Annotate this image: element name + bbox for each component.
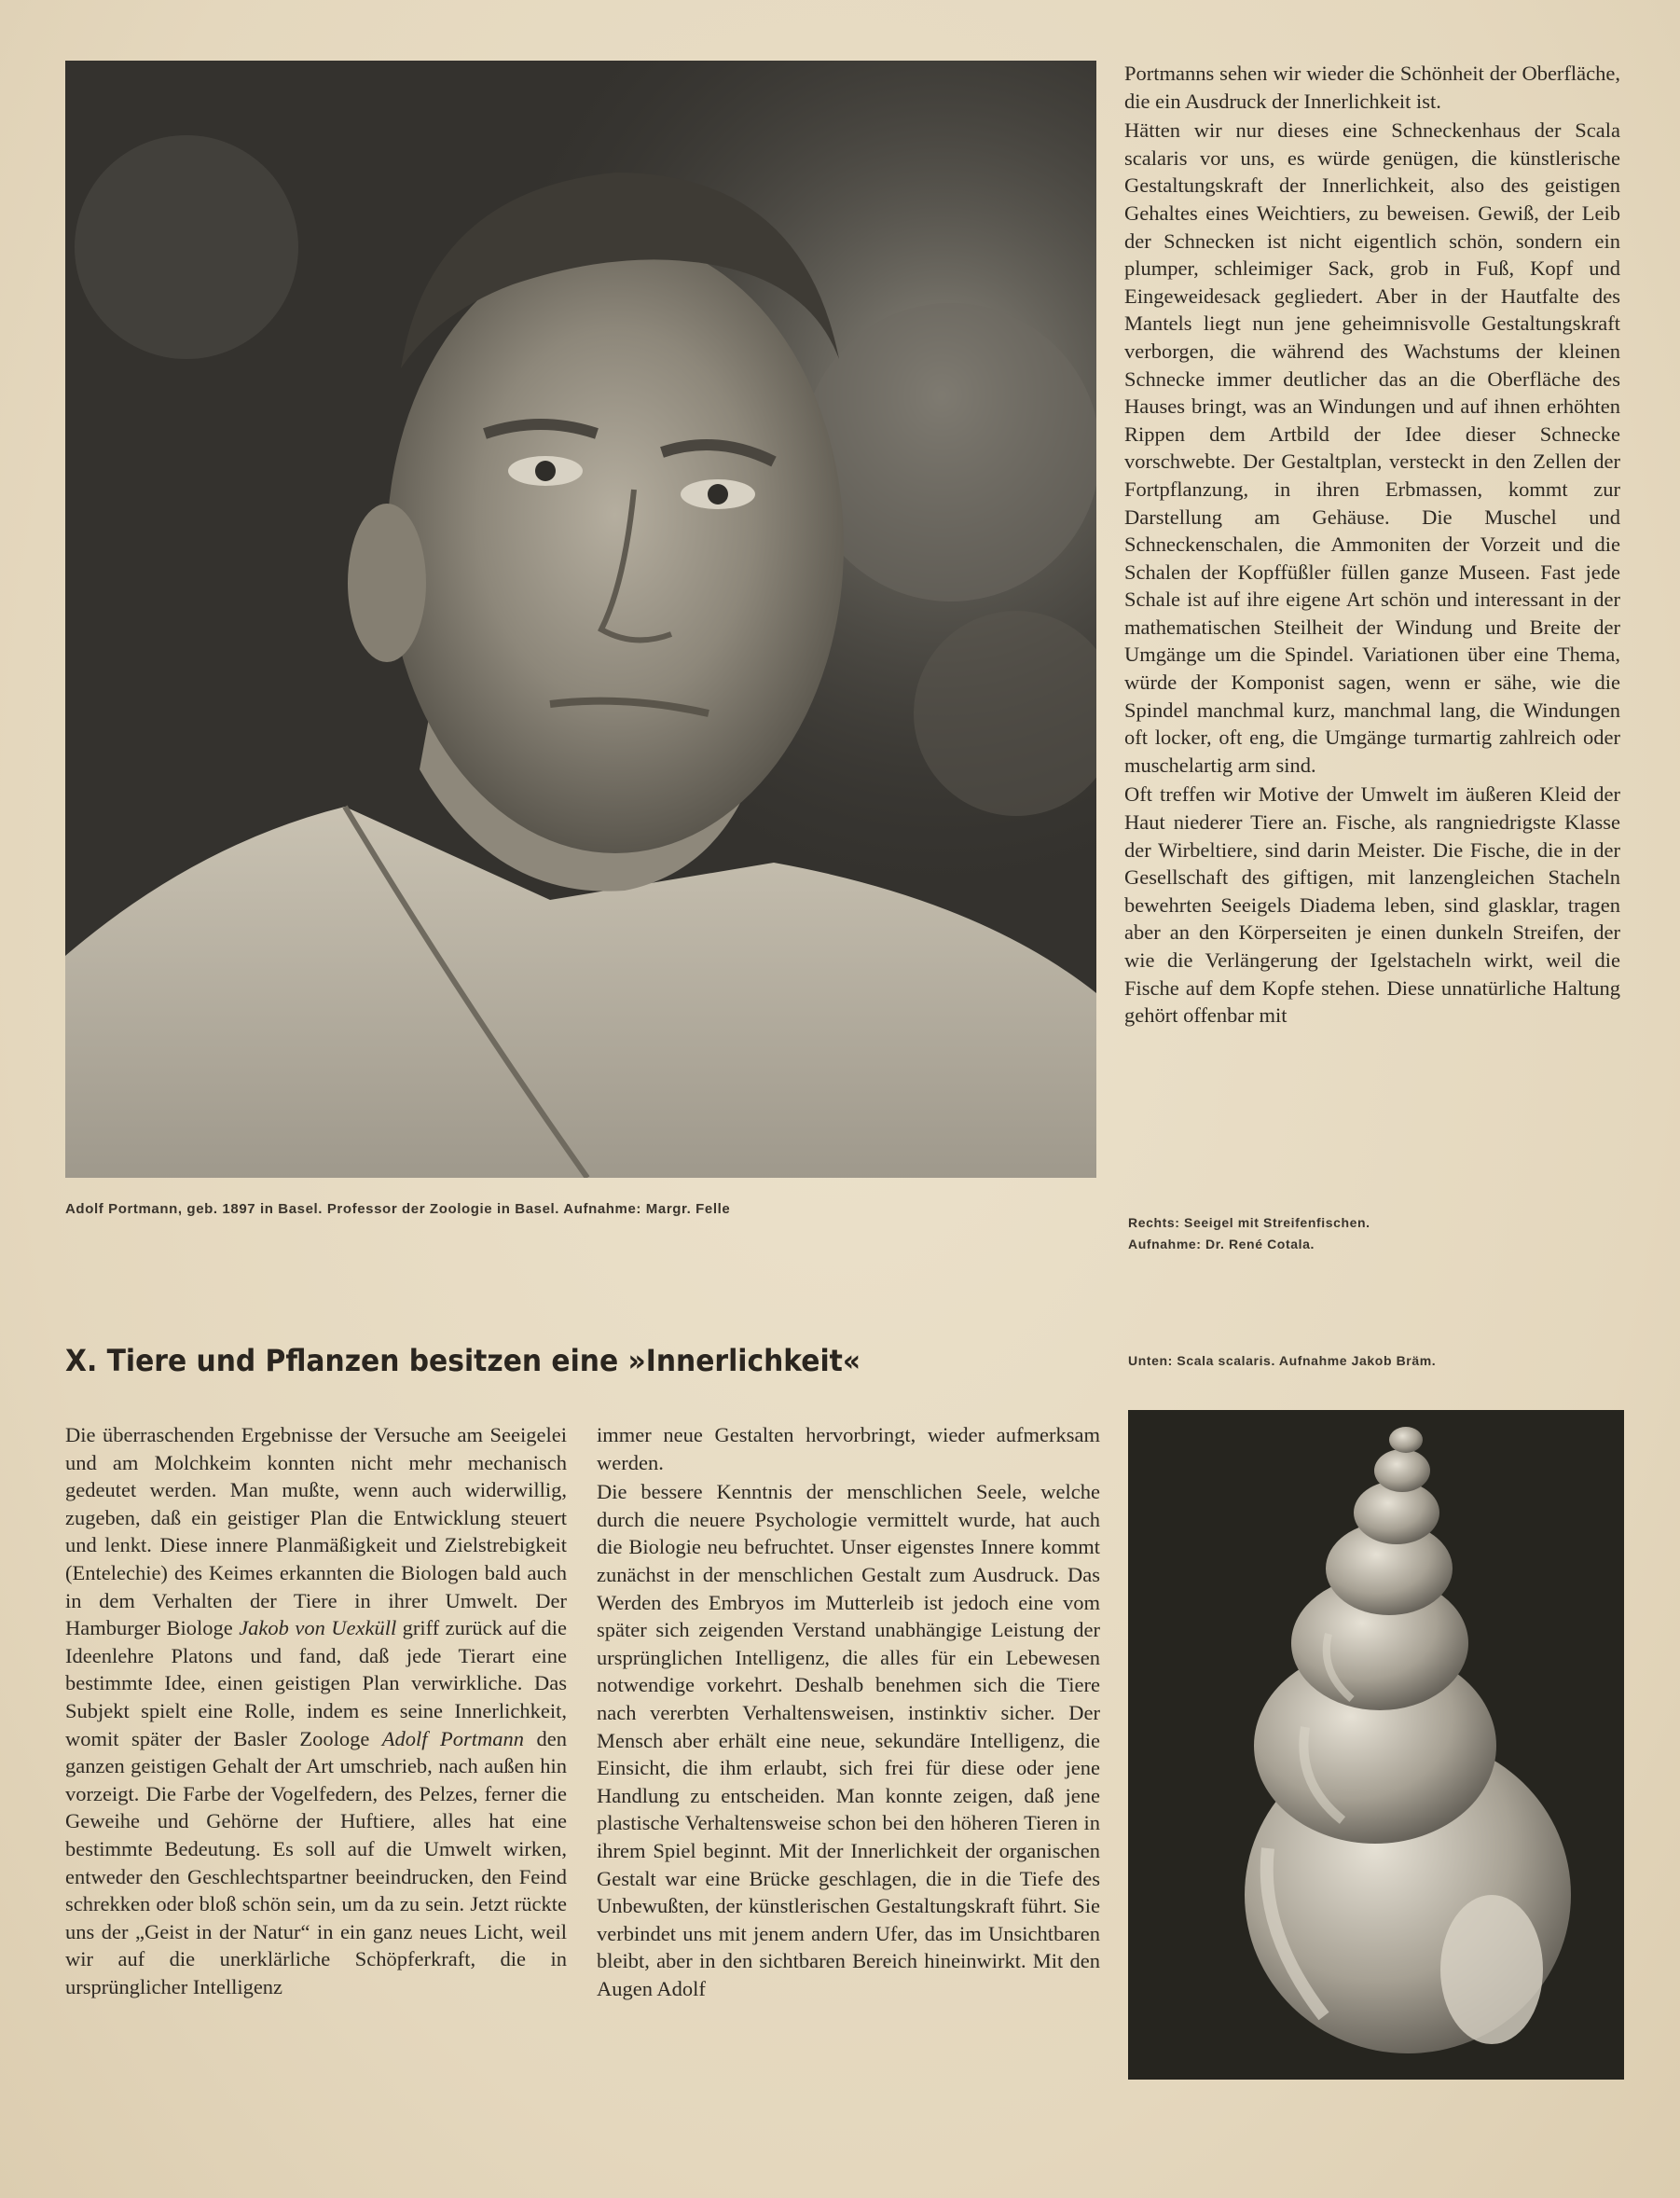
portrait-illustration bbox=[65, 61, 1096, 1178]
right-caption-line2: Aufnahme: Dr. René Cotala. bbox=[1128, 1237, 1315, 1251]
portrait-caption: Adolf Portmann, geb. 1897 in Basel. Professor der Zoologie in Basel. Aufnahme: Margr. Felle bbox=[65, 1201, 731, 1217]
middle-paragraph-2: Die bessere Kenntnis der menschlichen Seele, welche durch die neuere Psychologie vermittelt wurde, hat auch die Biologie neu befruchtet. Unser eigenstes Innere kommt zunächst in der menschlichen Gestalt zum Ausdruck. Das Werden des Embryos im Mutterleib ist jedoch eine vom später sich zeigenden Verstand unabhängige Leistung der ursprünglichen Intelligenz, die alles für ein Lebewesen notwendige vorkehrt. Deshalb benehmen sich die Tiere nach vererbten Verhaltensweisen, instinktiv sicher. Der Mensch aber erhält eine neue, sekundäre Intelligenz, die Einsicht, die ihm erlaubt, sich frei für diese oder jene Handlung zu entscheiden. Man konnte zeigen, daß jene plastische Verhaltensweise schon bei den höheren Tieren in ihrem Spiel beginnt. Mit der Innerlichkeit der organischen Gestalt war eine Brücke geschlagen, die in die Tiefe des Unbewußten, der künstlerischen Gestaltungskraft führt. Sie verbindet uns mit jenem andern Ufer, das im Unsichtbaren bleibt, aber in den sichtbaren Bereich hineinwirkt. Mit den Augen Adolf bbox=[597, 1480, 1100, 2000]
right-paragraph-2: Hätten wir nur dieses eine Schneckenhaus der Scala scalaris vor uns, es würde genügen, die künstlerische Gestaltungskraft der Innerlichkeit, also des geistigen Gehaltes eines Weichtiers, zu beweisen. Gewiß, der Leib der Schnecken ist nicht eigentlich schön, sondern ein plumper, schleimiger Sack, grob in Fuß, Kopf und Eingeweidesack gegliedert. Aber in der Hautfalte des Mantels liegt nun jene geheimnisvolle Gestaltungskraft verborgen, die während des Wachstums der kleinen Schnecke immer deutlicher das an die Oberfläche des Hauses bringt, was an Windungen und auf ihnen erhöhten Rippen dem Artbild der Idee dieser Schnecke vorschwebte. Der Gestaltplan, versteckt in den Zellen der Fortpflanzung, in ihren Erbmassen, kommt zur Darstellung am Gehäuse. Die Muschel und Schneckenschalen, die Ammoniten der Vorzeit und die Schalen der Kopffüßler füllen ganze Museen. Fast jede Schale ist auf ihre eigene Art schön und interessant in der mathematischen Steilheit der Windung und Breite der Umgänge um die Spindel. Variationen über eine Thema, würde der Komponist sagen, wenn er sähe, wie die Spindel manchmal kurz, manchmal lang, die Windungen oft locker, oft eng, die Umgänge turmartig zahlreich oder muschelartig arm sind. bbox=[1124, 118, 1620, 777]
name-portmann: Adolf Portmann bbox=[381, 1726, 525, 1750]
left-text-2: griff zurück auf die Ideenlehre Platons und fand, daß jede Tierart eine bestimmte Idee, einen geistigen Plan verwirkliche. Das Subjekt spielt eine Rolle, indem es seine Innerlichkeit, womit später der Basler Zoologe bbox=[65, 1616, 567, 1750]
portrait-photo bbox=[65, 61, 1096, 1178]
middle-column bbox=[597, 1421, 1100, 2002]
name-uexkuell: Jakob von Uexküll bbox=[239, 1616, 397, 1640]
right-column bbox=[1124, 60, 1620, 1030]
left-text-1: Die überraschenden Ergebnisse der Versuche am Seeigelei und am Molchkeim konnten nicht mehr mechanisch gedeutet werden. Man mußte, wenn auch widerwillig, zugeben, daß ein geistiger Plan die Entwicklung steuert und lenkt. Diese innere Planmäßigkeit und Zielstrebigkeit (Entelechie) des Keimes erkannten die Biologen bald auch in dem Verhalten der Tiere in ihrer Umwelt. Der Hamburger Biologe bbox=[65, 1423, 567, 1640]
left-column bbox=[65, 1421, 567, 2000]
section-heading: X. Tiere und Pflanzen besitzen eine »Innerlichkeit« bbox=[65, 1343, 861, 1378]
right-paragraph-1: Portmanns sehen wir wieder die Schönheit der Oberfläche, die ein Ausdruck der Innerlichkeit ist. bbox=[1124, 62, 1620, 113]
left-paragraph bbox=[65, 1421, 567, 2000]
right-paragraph-3: Oft treffen wir Motive der Umwelt im äußeren Kleid der Haut niederer Tiere an. Fische, als rangniedrigste Klasse der Wirbeltiere, sind darin Meister. Die Fische, die in der Gesellschaft des giftigen, mit lanzengleichen Stacheln bewehrten Seeigels Diadema leben, sind glasklar, tragen aber an den Körperseiten je einen dunkeln Streifen, der wie die Verlängerung der Igelstacheln wirkt, weil die Fische auf dem Kopfe stehen. Diese unnatürliche Haltung gehört offenbar mit bbox=[1124, 782, 1620, 1028]
left-text-3: den ganzen geistigen Gehalt der Art umschrieb, nach außen hin vorzeigt. Die Farbe der Vogelfedern, des Pelzes, ferner die Geweihe und Gehörne der Huftiere, alles hat eine bestimmte Bedeutung. Es soll auf die Umwelt wirken, entweder den Geschlechtspartner beeindrucken, den Feind schrekken oder bloß schön sein, um da zu sein. Jetzt rückte uns der „Geist in der Natur“ in ein ganz neues Licht, weil wir auf die unerklärliche Schöpferkraft, die in ursprünglicher Intelligenz bbox=[65, 1726, 567, 1998]
right-caption-line1: Rechts: Seeigel mit Streifenfischen. bbox=[1128, 1215, 1370, 1230]
shell-caption: Unten: Scala scalaris. Aufnahme Jakob Bräm. bbox=[1128, 1353, 1437, 1368]
shell-illustration bbox=[1128, 1410, 1624, 2080]
shell-photo bbox=[1128, 1410, 1624, 2080]
middle-paragraph-1: immer neue Gestalten hervorbringt, wieder aufmerksam werden. bbox=[597, 1423, 1100, 1474]
